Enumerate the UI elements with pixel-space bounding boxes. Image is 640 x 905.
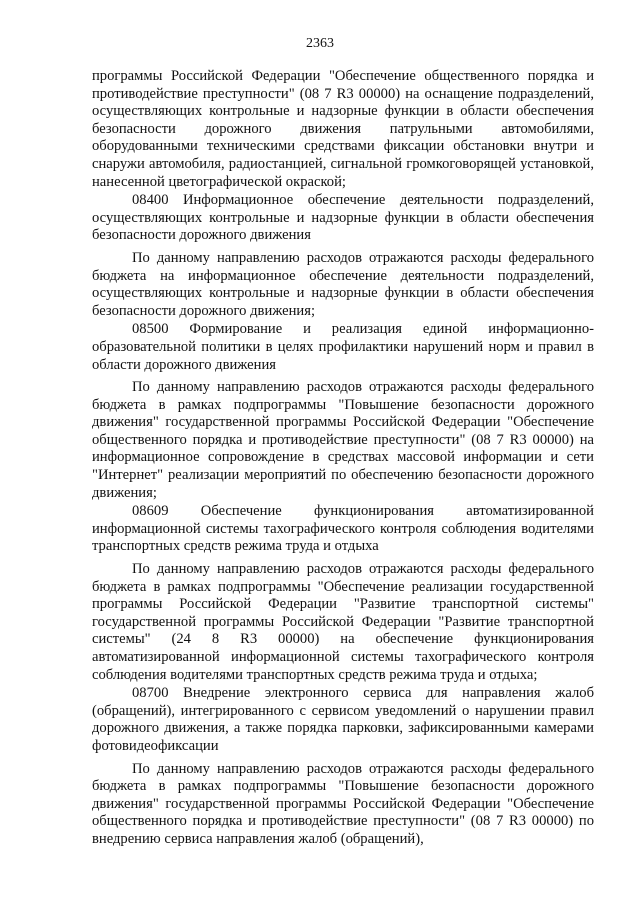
paragraph-08609-description: По данному направлению расходов отражаются расходы федерального бюджета в рамках подпрограммы "Обеспечение реализации государственной программы Российской Федерации "Развитие транспортной системы" государственной программы Российской Федерации "Развитие транспортной системы" (24 8 R3 00000) на обеспечение функционирования автоматизированной информационной системы тахографического контроля соблюдения водителями транспортных средств режима труда и отдыха; xyxy=(92,561,594,683)
section-heading-08609: 08609 Обеспечение функционирования автоматизированной информационной системы тахографического контроля соблюдения водителями транспортных средств режима труда и отдыха xyxy=(92,503,594,555)
page-number: 2363 xyxy=(306,36,334,51)
paragraph-continuation: программы Российской Федерации "Обеспечение общественного порядка и противодействие преступности" (08 7 R3 00000) на оснащение подразделений, осуществляющих контрольные и надзорные функции в области обеспечения безопасности дорожного движения патрульными автомобилями, оборудованными техническими средствами фиксации обстановки внутри и снаружи автомобиля, радиостанцией, сигнальной громкоговорящей установкой, нанесенной цветографической окраской; xyxy=(92,68,594,190)
paragraph-08500-description: По данному направлению расходов отражаются расходы федерального бюджета в рамках подпрограммы "Повышение безопасности дорожного движения" государственной программы Российской Федерации "Обеспечение общественного порядка и противодействие преступности" (08 7 R3 00000) на информационное сопровождение в средствах массовой информации и сети "Интернет" реализации мероприятий по обеспечению безопасности дорожного движения; xyxy=(92,379,594,501)
document-body xyxy=(92,68,594,849)
section-heading-08400: 08400 Информационное обеспечение деятельности подразделений, осуществляющих контрольные и надзорные функции в области обеспечения безопасности дорожного движения xyxy=(92,192,594,244)
section-heading-08700: 08700 Внедрение электронного сервиса для направления жалоб (обращений), интегрированного с сервисом уведомлений о нарушении правил дорожного движения, а также порядка парковки, зафиксированными камерами фотовидеофиксации xyxy=(92,685,594,754)
paragraph-08400-description: По данному направлению расходов отражаются расходы федерального бюджета на информационное обеспечение деятельности подразделений, осуществляющих контрольные и надзорные функции в области обеспечения безопасности дорожного движения; xyxy=(92,249,594,319)
paragraph-08700-description: По данному направлению расходов отражаются расходы федерального бюджета в рамках подпрограммы "Повышение безопасности дорожного движения" государственной программы Российской Федерации "Обеспечение общественного порядка и противодействие преступности" (08 7 R3 00000) по внедрению сервиса направления жалоб (обращений), xyxy=(92,760,594,847)
section-heading-08500: 08500 Формирование и реализация единой информационно-образовательной политики в целях профилактики нарушений норм и правил в области дорожного движения xyxy=(92,321,594,373)
